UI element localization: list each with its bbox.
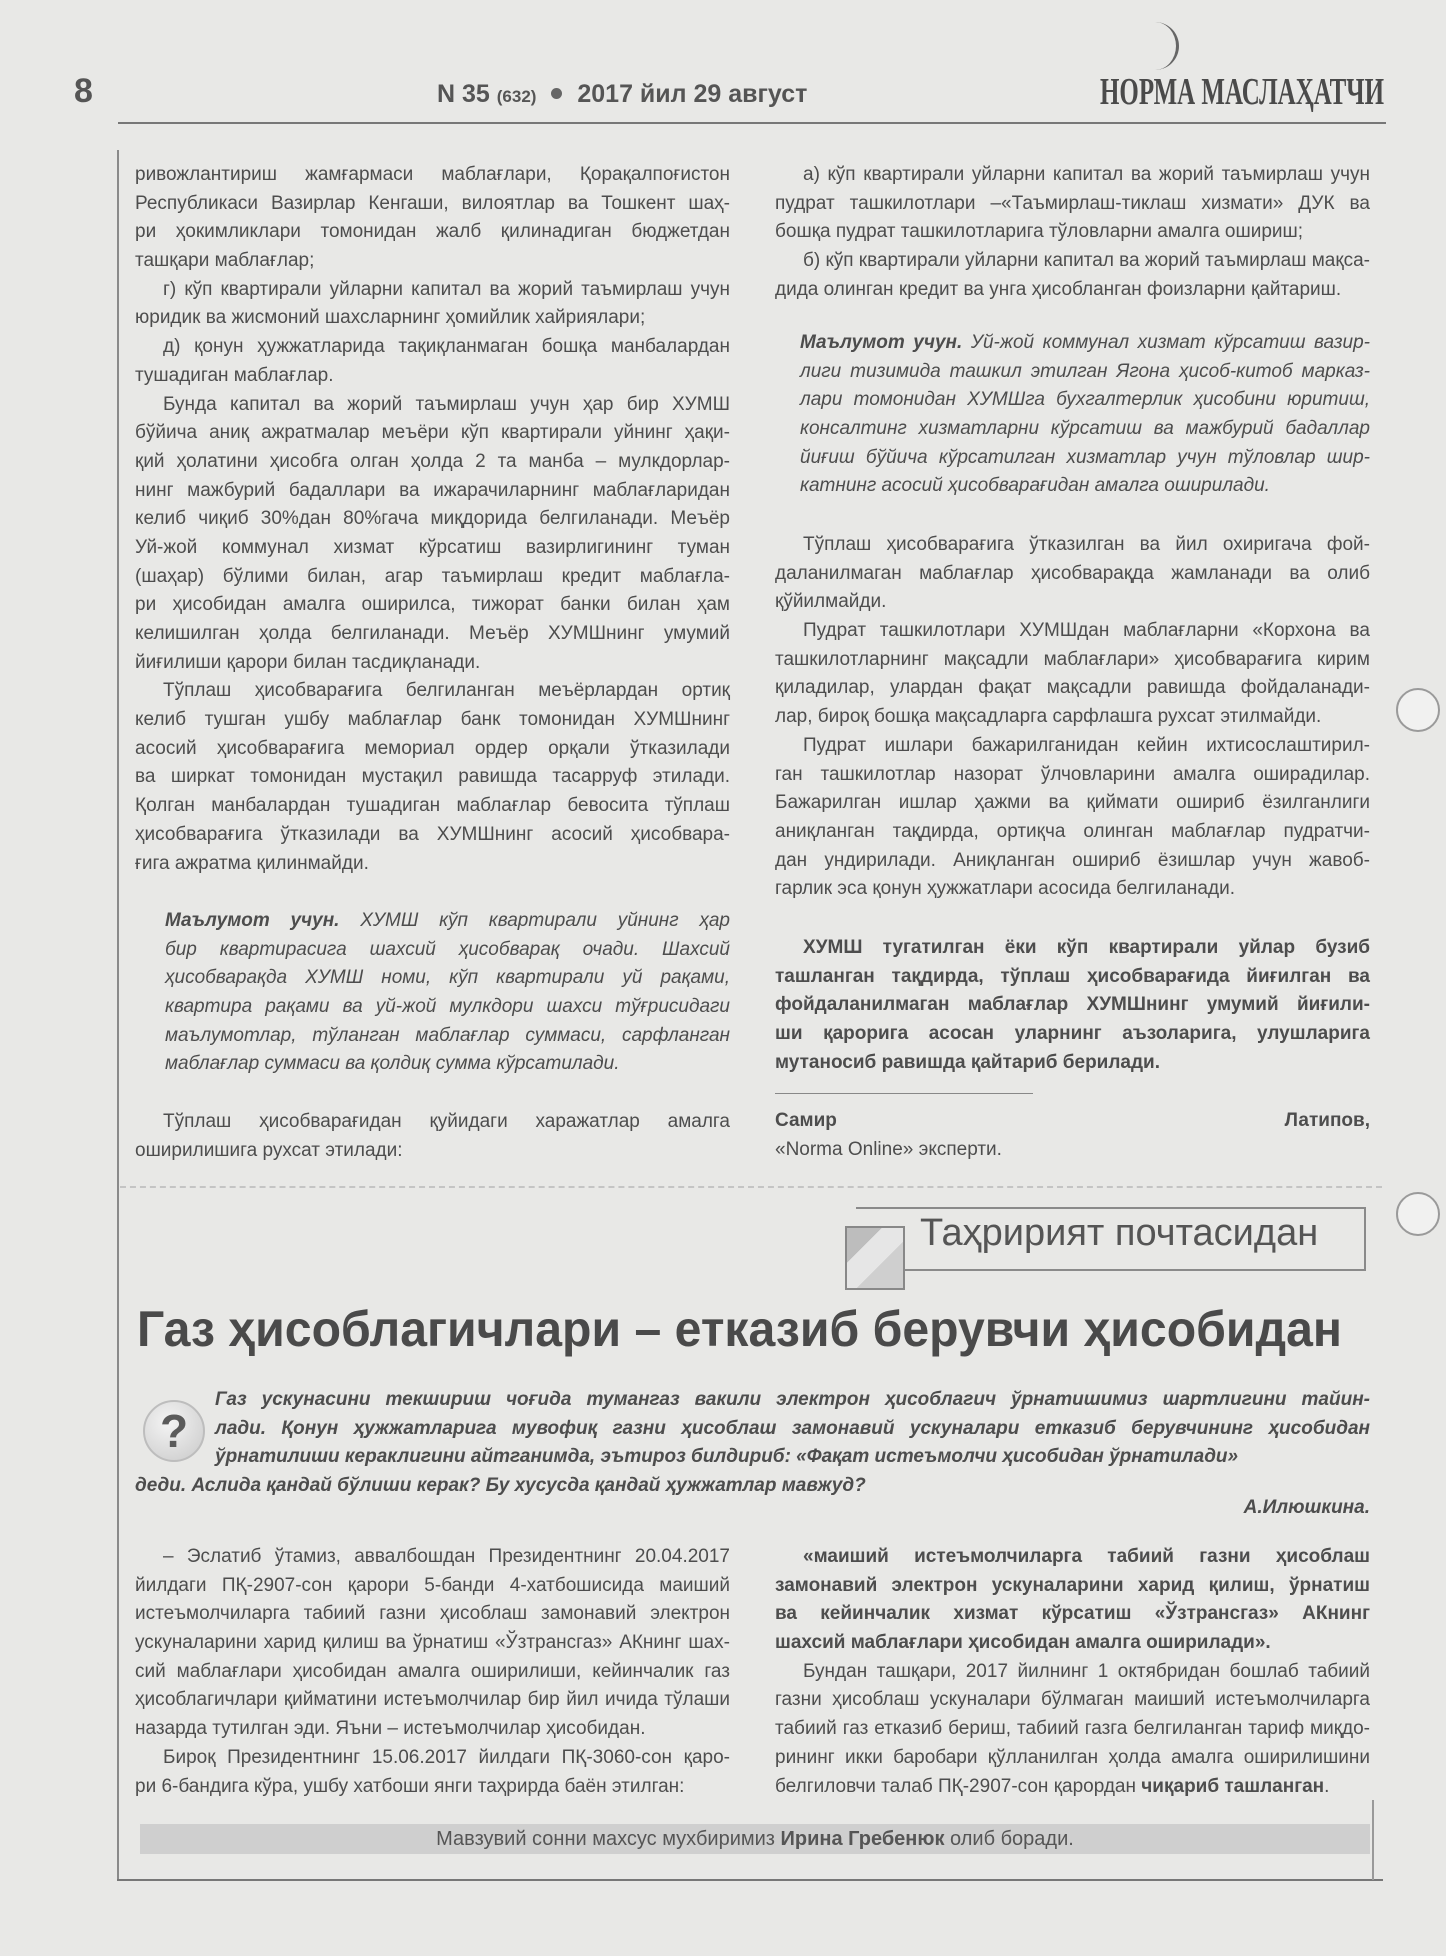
line-text: ри ҳокимликлари томонидан жалб қилинадиган бюджетдан: [135, 221, 730, 243]
line-text: консалтинг хизматларни кўрсатиш ва мажбурий бадаллар: [800, 418, 1370, 440]
frame-right-border: [1372, 1800, 1374, 1880]
line-text: ган ташкилотлар назорат ўлчовларини амалга оширадилар.: [775, 763, 1370, 785]
text-line: [135, 1543, 730, 1572]
text-line: [775, 818, 1370, 847]
line-text: табиий газ етказиб бериш, табиий газга белгиланган тариф миқдо-: [775, 1718, 1370, 1740]
line-text: йиғиш бўйича кўрсатилган хизматлар учун тўловлар шир-: [800, 446, 1370, 468]
text-line: [800, 358, 1370, 387]
line-text: Бунда капитал ва жорий таъмирлаш учун ҳар бир ХУМШ: [163, 393, 730, 415]
line-text: Пудрат ишлари бажарилганидан кейин ихтисослаштирил-: [803, 734, 1370, 756]
paragraph: [135, 1744, 730, 1801]
line-text: [775, 1773, 1329, 1802]
text-line: [165, 964, 730, 993]
text-line: [135, 1744, 730, 1773]
line-text: ривожлантириш жамғармаси маблағлари, Қорақалпоғистон: [135, 164, 730, 185]
line-text: оширилишига рухсат этилади:: [135, 1139, 403, 1161]
line-text: «маиший истеъмолчиларга табиий газни ҳисоблаш: [803, 1546, 1370, 1567]
line-text: истеъмолчиларга табиий газни ҳисоблаш замонавий электрон: [135, 1603, 730, 1625]
paragraph: [775, 161, 1370, 247]
text-line: [775, 1658, 1370, 1687]
line-text: нинг мажбурий бадаллари ва ижарачиларнинг маблағларидан: [135, 479, 730, 501]
paragraph: [135, 391, 730, 678]
question-author: А.Илюшкина.: [1243, 1497, 1370, 1518]
line-text: бир квартирасига шахсий ҳисобварақ очади. Шахсий: [165, 938, 730, 960]
rubric-title: Таҳририят почтасидан: [920, 1212, 1319, 1254]
line-text: назарда тутилган эди. Яъни – истеъмолчилар ҳисобидан.: [135, 1718, 646, 1740]
issue-date: 2017 йил 29 август: [577, 80, 808, 108]
text-line: [775, 789, 1370, 818]
line-text: Тўплаш ҳисобварағига ўтказилган ва йил охиригача фой-: [803, 534, 1370, 555]
footer-text: Мавзувий сонни махсус мухбиримиз: [436, 1828, 781, 1850]
text-line: [135, 706, 730, 735]
paragraph: [800, 329, 1370, 501]
line-text: ши қарорига асосан уларнинг аъзоларига, улушларига: [775, 1023, 1370, 1045]
text-line: [135, 1629, 730, 1658]
text-line: [135, 448, 730, 477]
line-text: ва кейинчалик хизмат кўрсатиш «Ўзтрансгаз» АКнинг: [775, 1603, 1370, 1625]
line-text: замонавий электрон ускуналарини харид қилиш, ўрнатиш: [775, 1574, 1370, 1596]
line-text: Тўплаш ҳисобварағидан қуйидаги харажатлар амалга: [163, 1111, 730, 1132]
text-line: [775, 1136, 1370, 1165]
text-line: [135, 1686, 730, 1715]
text-line: [775, 674, 1370, 703]
logo-swirl-icon: [1150, 22, 1179, 70]
text-segment: .: [1324, 1775, 1330, 1797]
line-text: ташкилотларнинг мақсадли маблағлари» ҳисобварағига кирим: [775, 648, 1370, 670]
text-line: [135, 763, 730, 792]
line-text: ускуналарини харид қилиш ва ўрнатиш «Ўзтрансгаз» АКнинг шах-: [135, 1632, 730, 1654]
text-line: [135, 362, 730, 391]
text-line: [135, 1108, 730, 1137]
text-line: [775, 703, 1370, 732]
issue-total: (632): [496, 87, 537, 106]
line-text: ҳисоблагичлари қийматини истеъмолчилар бир йил ичида тўлаши: [135, 1689, 730, 1711]
line-text: бўйича аниқ ажратмалар меъёри кўп квартирали уйнинг ҳақи-: [135, 422, 730, 444]
line-text: Қолган манбалардан тушадиган маблағлар бевосита тўплаш: [135, 795, 730, 817]
text-line: [135, 304, 730, 333]
paragraph: [135, 677, 730, 878]
line-text: ва ширкат томонидан мустақил равишда тасарруф этилади.: [135, 766, 730, 788]
newspaper-logo: НОРМА МАСЛАҲАТЧИ: [1100, 71, 1384, 113]
line-text: қўйилмайди.: [775, 591, 887, 613]
line-text: аниқланган тақдирда, ортиқча олинган маблағлар пудратчи-: [775, 820, 1370, 842]
text-line: [135, 333, 730, 362]
text-line: [135, 1658, 730, 1687]
bold-text: Маълумот учун.: [165, 910, 340, 931]
text-line: [775, 617, 1370, 646]
text-line: [800, 415, 1370, 444]
text-line: [135, 620, 730, 649]
text-line: [135, 649, 730, 678]
bold-text: Самир Латипов,: [775, 1110, 1370, 1131]
text-line: [775, 560, 1370, 589]
line-text: дида олинган кредит ва унга ҳисобланган фоизларни қайтариш.: [775, 278, 1342, 300]
line-text: ташқари маблағлар;: [135, 250, 315, 272]
text-line: [775, 1107, 1370, 1136]
text-line: [775, 1715, 1370, 1744]
line-text: ҳисобварағига ўтказилади ва ХУМШнинг асосий ҳисобвара-: [135, 823, 730, 845]
paragraph: [775, 1543, 1370, 1658]
paragraph: [775, 1107, 1370, 1164]
line-text: маблағлар суммаси ва қолдиқ сумма кўрсатилади.: [165, 1053, 620, 1075]
text-line: [775, 761, 1370, 790]
article1-right-top: [775, 161, 1370, 304]
text-line: [135, 276, 730, 305]
text-segment: Уй-жой коммунал хизмат кўрсатиш вазир-: [962, 332, 1371, 353]
text-line: [135, 505, 730, 534]
section-divider: [120, 1186, 1382, 1188]
paragraph: [775, 531, 1370, 617]
line-text: ташланган тақдирда, тўплаш ҳисобварағида йиғилган ва: [775, 965, 1370, 987]
footer-bar: [140, 1824, 1370, 1854]
mail-stamp-icon: [845, 1226, 905, 1290]
text-line: [135, 419, 730, 448]
line-text: газни ҳисоблаш ускуналари бўлмаган маиший истеъмолчиларга: [775, 1689, 1370, 1711]
text-line: [800, 386, 1370, 415]
reader-question-end: [135, 1472, 1370, 1501]
line-text: рининг икки баробари қўлланилган ҳолда амалга оширилишини: [775, 1746, 1370, 1768]
line-text: асосий ҳисобварағига мемориал ордер орқали ўтказилади: [135, 737, 730, 759]
line-text: – Эслатиб ўтамиз, аввалбошдан Президентнинг 20.04.2017: [163, 1546, 730, 1567]
bold-text: чиқариб ташланган: [1141, 1775, 1325, 1797]
text-line: [135, 591, 730, 620]
paragraph: [135, 276, 730, 333]
text-line: [135, 677, 730, 706]
issue-number: N 35: [437, 80, 490, 108]
text-line: [135, 1773, 730, 1802]
text-line: [135, 850, 730, 879]
answer-left-column: [135, 1543, 730, 1801]
paragraph: [135, 1108, 730, 1165]
text-line: [775, 991, 1370, 1020]
text-line: [775, 1773, 1370, 1802]
line-text: мутаносиб равишда қайтариб берилади.: [775, 1051, 1161, 1073]
article-headline: Газ ҳисоблагичлари – етказиб берувчи ҳисобидан: [137, 1301, 1342, 1357]
line-text: фойдаланилмаган маблағлар ХУМШнинг умумий йиғили-: [775, 994, 1370, 1016]
line-text: Бундан ташқари, 2017 йилнинг 1 октябридан бошлаб табиий: [803, 1660, 1370, 1682]
line-text: юридик ва жисмоний шахсларнинг ҳомийлик хайриялари;: [135, 307, 646, 329]
punch-hole-icon: [1396, 688, 1440, 732]
line-text: Бироқ Президентнинг 15.06.2017 йилдаги ПҚ-3060-сон қаро-: [163, 1746, 730, 1768]
line-text: квартира рақами ва уй-жой мулкдори шахси тўғрисидаги: [165, 996, 730, 1018]
line-text: шахсий маблағлари ҳисобидан амалга оширилади».: [775, 1632, 1271, 1654]
text-line: [775, 1543, 1370, 1572]
question-mark-icon: ?: [143, 1400, 205, 1462]
text-line: [800, 472, 1370, 501]
text-line: [775, 646, 1370, 675]
article1-left-note: [165, 907, 730, 1079]
line-text: ХУМШ тугатилган ёки кўп квартирали уйлар бузиб: [803, 937, 1370, 958]
bullet-icon: [551, 88, 562, 99]
line-text: йиғилиши қарори билан тасдиқланади.: [135, 651, 481, 673]
text-line: [800, 444, 1370, 473]
line-text: тушадиган маблағлар.: [135, 364, 334, 386]
text-line: [135, 247, 730, 276]
article1-left-end: [135, 1108, 730, 1165]
line-text: [800, 329, 1370, 358]
line-text: (шаҳар) бўлими билан, агар таъмирлаш кредит маблағла-: [135, 565, 730, 587]
page-number: 8: [74, 72, 93, 110]
text-line: [215, 1415, 1370, 1444]
answer-right-column: [775, 1543, 1370, 1801]
line-text: гарлик эса қонун ҳужжатлари асосида белгиланади.: [775, 878, 1235, 900]
text-line: [135, 1472, 1370, 1501]
line-text: лади. Қонун ҳужжатларига мувофиқ газни ҳисоблаш замонавий ускуналари етказиб берувчининг ҳисобидан: [215, 1417, 1370, 1439]
line-text: келишилган ҳолда белгиланади. Меъёр ХУМШнинг умумий: [135, 623, 730, 644]
text-line: [775, 276, 1370, 305]
line-text: ғига ажратма қилинмайди.: [135, 852, 369, 874]
text-line: [775, 732, 1370, 761]
frame-bottom-border: [117, 1879, 1383, 1881]
frame-left-border: [117, 150, 119, 1880]
text-line: [215, 1386, 1370, 1415]
correspondent-name: Ирина Гребенюк: [780, 1828, 945, 1850]
paragraph: [215, 1386, 1370, 1472]
text-line: [215, 1443, 1370, 1472]
text-line: [775, 588, 1370, 617]
text-line: [165, 993, 730, 1022]
line-text: б) кўп квартирали уйларни капитал ва жорий таъмирлаш мақса-: [803, 250, 1370, 272]
text-line: [775, 531, 1370, 560]
line-text: а) кўп квартирали уйларни капитал ва жорий таъмирлаш учун: [803, 164, 1370, 185]
text-line: [775, 1744, 1370, 1773]
line-text: Уй-жой коммунал хизмат кўрсатиш вазирлигининг туман: [135, 536, 730, 558]
text-line: [800, 329, 1370, 358]
text-line: [775, 1049, 1370, 1078]
line-text: д) қонун ҳужжатларида тақиқланмаган бошқа манбалардан: [163, 336, 730, 358]
header-rule: [118, 122, 1386, 124]
text-line: [135, 563, 730, 592]
paragraph: [135, 161, 730, 276]
text-line: [775, 847, 1370, 876]
text-line: [775, 1020, 1370, 1049]
text-line: [135, 735, 730, 764]
author-rule: [775, 1093, 1033, 1094]
line-text: дан ундирилади. Аниқланган ошириб ёзишлар учун жавоб-: [775, 849, 1370, 871]
text-line: [775, 1572, 1370, 1601]
line-text: Республикаси Вазирлар Кенгаши, вилоятлар ва Тошкент шаҳ-: [135, 192, 730, 214]
text-line: [775, 1629, 1370, 1658]
text-line: [135, 534, 730, 563]
paragraph: [775, 617, 1370, 732]
text-line: [135, 1572, 730, 1601]
line-text: йилдаги ПҚ-2907-сон қарори 5-банди 4-хатбошисида маиший: [135, 1574, 730, 1596]
line-text: бошқа пудрат ташкилотларига тўловларни амалга ошириш;: [775, 221, 1304, 243]
line-text: Тўплаш ҳисобварағига белгиланган меъёрлардан ортиқ: [163, 680, 730, 702]
line-text: ри 6-бандига кўра, ушбу хатбоши янги таҳрирда баён этилган:: [135, 1775, 685, 1797]
line-text: [775, 1107, 1370, 1136]
line-text: сий маблағлари ҳисобидан амалга оширилиши, кейинчалик газ: [135, 1660, 730, 1682]
paragraph: [135, 1543, 730, 1744]
text-line: [165, 1022, 730, 1051]
text-line: [135, 1137, 730, 1166]
text-line: [775, 963, 1370, 992]
line-text: қий ҳолатини ҳисобга олган ҳолда 2 та манба – мулкдорлар-: [135, 450, 730, 472]
article1-left-column: [135, 161, 730, 878]
text-line: [165, 936, 730, 965]
bold-text: Маълумот учун.: [800, 332, 963, 353]
text-line: [775, 161, 1370, 190]
line-text: Бажарилган ишлар ҳажми ва қиймати ошириб ёзилганлиги: [775, 792, 1370, 814]
line-text: лиги тизимида ташкил этилган Ягона ҳисоб-китоб марказ-: [800, 360, 1370, 382]
text-line: [775, 218, 1370, 247]
line-text: келиб тушган ушбу маблағлар банк томонидан ХУМШнинг: [135, 709, 730, 731]
text-line: [135, 792, 730, 821]
line-text: лар, бироқ бошқа мақсадларга сарфлашга рухсат этилмайди.: [775, 706, 1322, 728]
line-text: ри ҳисобидан амалга оширилса, тижорат банки билан ҳам: [135, 594, 730, 616]
line-text: маълумотлар, тўланган маблағлар суммаси, сарфланган: [165, 1024, 730, 1046]
reader-question: [215, 1386, 1370, 1472]
text-line: [135, 391, 730, 420]
text-segment: ХУМШ кўп квартирали уйнинг ҳар: [339, 910, 731, 931]
paragraph: [165, 907, 730, 1079]
text-line: [135, 218, 730, 247]
line-text: ҳисобварақда ХУМШ номи, кўп квартирали уй рақами,: [165, 967, 730, 989]
paragraph: [135, 333, 730, 390]
article1-conclusion: [775, 934, 1370, 1077]
line-text: «Norma Online» эксперти.: [775, 1138, 1002, 1160]
text-line: [775, 934, 1370, 963]
paragraph: [775, 1658, 1370, 1801]
text-line: [165, 1050, 730, 1079]
text-line: [775, 190, 1370, 219]
text-segment: белгиловчи талаб ПҚ-2907-сон қарордан: [775, 1775, 1142, 1797]
line-text: қиладилар, улардан фақат мақсадли равишда фойдаланади-: [775, 677, 1370, 699]
article1-author: [775, 1107, 1370, 1164]
text-line: [775, 247, 1370, 276]
line-text: келиб чиқиб 30%дан 80%гача миқдорида белгиланади. Меъёр: [135, 508, 730, 530]
text-line: [135, 1715, 730, 1744]
text-line: [775, 1686, 1370, 1715]
line-text: г) кўп квартирали уйларни капитал ва жорий таъмирлаш учун: [163, 278, 730, 300]
line-text: пудрат ташкилотлари –«Таъмирлаш-тиклаш хизмати» ДУК ва: [775, 192, 1370, 214]
paragraph: [775, 247, 1370, 304]
line-text: катнинг асосий ҳисобварағидан амалга оширилади.: [800, 475, 1270, 497]
paragraph: [775, 934, 1370, 1077]
text-line: [135, 161, 730, 190]
line-text: ўрнатилиши кераклигини айтганимда, эътироз билдириб: «Фақат истеъмолчи ҳисобидан ўрнатилади»: [215, 1446, 1239, 1468]
line-text: лари томонидан ХУМШга бухгалтерлик ҳисобини юритиш,: [800, 389, 1370, 411]
text-line: [165, 907, 730, 936]
line-text: даланилмаган маблағлар ҳисобварақда жамланади ва олиб: [775, 562, 1370, 584]
line-text: деди. Аслида қандай бўлиши керак? Бу хусусда қандай ҳужжатлар мавжуд?: [135, 1475, 866, 1496]
punch-hole-icon: [1396, 1192, 1440, 1236]
article1-right-note: [800, 329, 1370, 501]
footer-text-end: олиб боради.: [944, 1828, 1074, 1850]
line-text: Газ ускунасини текшириш чоғида тумангаз вакили электрон ҳисоблагич ўрнатишимиз шартлигини тайин-: [215, 1389, 1370, 1410]
issue-info: [437, 80, 807, 109]
line-text: [165, 907, 730, 936]
line-text: Пудрат ташкилотлари ХУМШдан маблағларни «Корхона ва: [803, 620, 1370, 642]
text-line: [135, 821, 730, 850]
text-line: [135, 190, 730, 219]
text-line: [775, 875, 1370, 904]
paragraph: [135, 1472, 1370, 1501]
paragraph: [775, 732, 1370, 904]
text-line: [135, 1600, 730, 1629]
text-line: [775, 1600, 1370, 1629]
article1-right-mid: [775, 531, 1370, 904]
text-line: [135, 477, 730, 506]
